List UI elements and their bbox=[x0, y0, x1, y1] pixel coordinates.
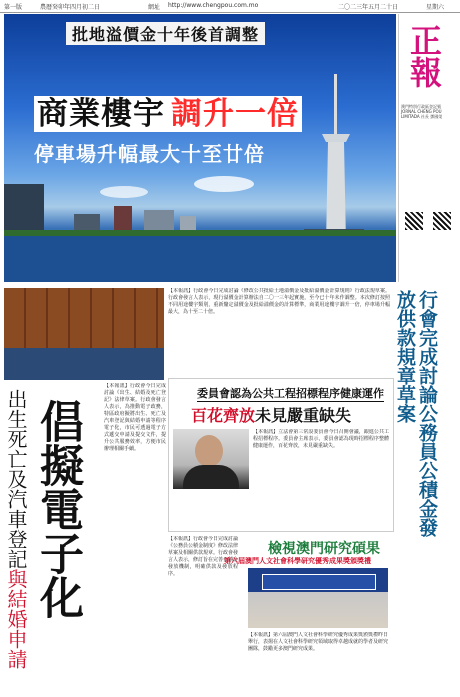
masthead-note: 澳門特別行政區登記號 JORNAL CHENG POU LIMITADA 社長 鄧國榮 bbox=[401, 104, 443, 119]
ceremony-banner bbox=[262, 574, 376, 590]
date: 二〇二三年五月二十日 bbox=[338, 4, 399, 11]
macau-tower-illustration bbox=[4, 14, 396, 282]
award-group-photo bbox=[248, 568, 388, 628]
masthead-title: 正報 bbox=[405, 24, 443, 88]
committee-story bbox=[168, 378, 394, 532]
hero-deck: 停車場升幅最大十至廿倍 bbox=[34, 142, 265, 166]
top-bar bbox=[0, 0, 460, 13]
photo-table bbox=[4, 348, 164, 380]
lunar-date: 農曆癸卯年四月初二日 bbox=[40, 4, 101, 11]
research-subtitle: 第六屆澳門人文社會科學研究優秀成果獎頒獎禮 bbox=[224, 556, 371, 565]
hero-headline-red: 調升一倍 bbox=[168, 96, 302, 132]
press-conference-photo bbox=[4, 288, 164, 380]
committee-headline-black: 未見嚴重缺失 bbox=[255, 406, 352, 425]
left-feature bbox=[4, 383, 104, 683]
hero-headline-black: 商業樓宇 bbox=[34, 96, 168, 132]
page-number: 第一版 bbox=[4, 4, 23, 11]
portrait-head bbox=[195, 435, 223, 467]
hero-photo bbox=[4, 14, 396, 282]
right-feature bbox=[394, 286, 458, 546]
left-feature-headline: 倡擬電子化 bbox=[32, 399, 83, 619]
committee-headline bbox=[191, 403, 351, 426]
right-feature-title: 行會完成討論公務員公積金發放供款規章草案 bbox=[394, 290, 438, 537]
qr-code-icon bbox=[433, 212, 451, 230]
article-text-e: 【本報訊】第六屆澳門人文社會科學研究優秀成果獎頒獎禮昨日舉行，表揚在人文社會科學研究領域取得卓越成就的學者及研究團隊，鼓勵更多澳門研究成果。 bbox=[248, 632, 388, 652]
left-feature-kicker-red: 與結婚申請 bbox=[4, 569, 28, 669]
committee-kicker: 委員會認為公共工程招標程序健康運作 bbox=[197, 387, 384, 400]
weekday: 星期六 bbox=[426, 4, 445, 11]
website-label: 網址 bbox=[148, 4, 161, 11]
research-story bbox=[224, 536, 390, 694]
hero-kicker: 批地溢價金十年後首調整 bbox=[66, 22, 265, 45]
qr-code-icon bbox=[405, 212, 423, 230]
portrait-body bbox=[183, 465, 239, 489]
research-title: 檢視澳門研究碩果 bbox=[268, 541, 380, 557]
committee-headline-red: 百花齊放 bbox=[191, 406, 256, 425]
article-text-b: 【本報訊】行政會今日完成討論《出生、結婚及死亡登記》法律草案。行政會發言人表示，為推動電子政務，特區政府擬將出生、死亡及汽車登記與結婚申請等程序電子化，市民可透過電子方式遞交申請及提交文件，提升公共服務效率，方便市民辦理相關手續。 bbox=[104, 383, 166, 452]
speaker-portrait bbox=[173, 429, 249, 489]
website-url[interactable]: http://www.chengpou.com.mo bbox=[168, 2, 259, 9]
masthead bbox=[398, 14, 459, 282]
left-feature-kicker: 出生死亡及汽車登記與結婚申請 bbox=[4, 389, 28, 669]
article-text-a: 【本報訊】行政會今日完成討論《修改公共批給土地溢價金及批給溢價金計算規則》行政法規草案。行政會發言人表示，現行溢價金計算辦法自二〇一三年起實施，至今已十年未作調整。本次修訂按照不同用途樓宇類別，重新釐定溢價金及批給溢價金的計算標準，商業用途樓宇調升一倍，停車場升幅最大，為十至二十倍。 bbox=[168, 288, 390, 315]
article-text-c: 【本報訊】行政會今日完成討論《公務員公積金制度》修改法律草案及相關供款規章。行政會發言人表示，修訂旨在完善公積金發放機制，明確供款及發放程序。 bbox=[168, 536, 238, 577]
photo-wall bbox=[4, 288, 164, 348]
article-text-d: 【本報訊】立法會第三常設委員會今日召開會議，跟進公共工程招標程序。委員會主席表示，委員會認為現時招標程序整體健康運作，百花齊放，未見嚴重缺失。 bbox=[253, 429, 389, 449]
